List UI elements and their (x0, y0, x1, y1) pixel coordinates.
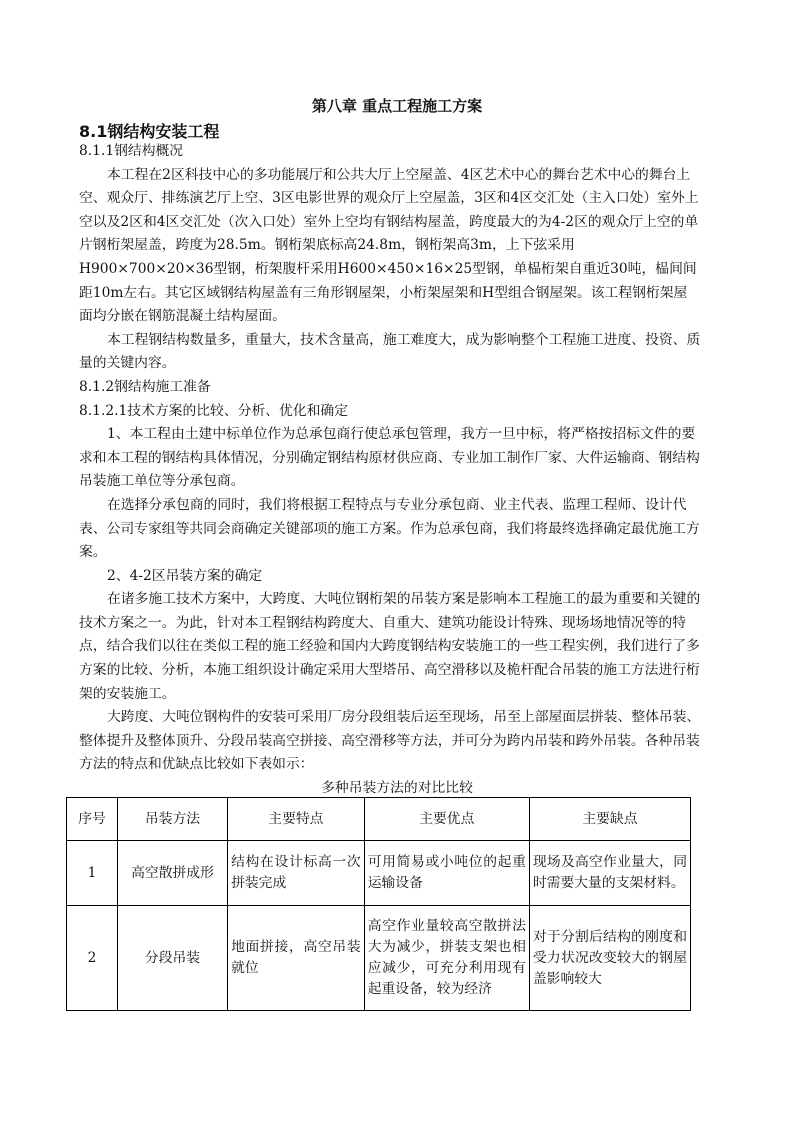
comparison-table (66, 797, 691, 1011)
paragraph: 1、本工程由土建中标单位作为总承包商行使总承包管理，我方一旦中标，将严格按招标文件的要求和本工程的钢结构具体情况，分别确定钢结构原材供应商、专业加工制作厂家、大件运输商、钢结构吊装施工单位等分承包商。 (79, 426, 700, 490)
header-cell: 主要特点 (228, 798, 365, 841)
table-row (67, 841, 691, 906)
header-cell: 序号 (67, 798, 118, 841)
table-cell: 现场及高空作业量大，同时需要大量的支架材料。 (529, 841, 690, 906)
chapter-title: 第八章 重点工程施工方案 (311, 97, 483, 115)
table-cell: 分段吊装 (117, 906, 227, 1011)
paragraph: 大跨度、大吨位钢构件的安装可采用厂房分段组装后运至现场，吊至上部屋面层拼装、整体吊装、整体提升及整体顶升、分段吊装高空拼接、高空滑移等方法，并可分为跨内吊装和跨外吊装。各种吊装方法的特点和优缺点比较如下表如示： (79, 709, 701, 773)
body-text (79, 140, 701, 777)
table-header-row (67, 798, 691, 841)
subheading-4-2: 2、4-2区吊装方案的确定 (107, 567, 263, 584)
heading-8-1-2-1: 8.1.2.1技术方案的比较、分析、优化和确定 (79, 402, 349, 419)
table-cell: 地面拼接，高空吊装就位 (228, 906, 365, 1011)
table-row (67, 906, 691, 1011)
section-title: 8.1钢结构安装工程 (79, 122, 220, 141)
header-cell: 吊装方法 (117, 798, 227, 841)
paragraph: 本工程钢结构数量多，重量大，技术含量高，施工难度大，成为影响整个工程施工进度、投资、质量的关键内容。 (79, 331, 701, 372)
table-caption: 多种吊装方法的对比比较 (321, 780, 473, 796)
table-cell: 1 (67, 841, 118, 906)
table-cell: 高空散拼成形 (117, 841, 227, 906)
header-cell: 主要缺点 (529, 798, 690, 841)
table-cell: 对于分割后结构的刚度和受力状况改变较大的钢屋盖影响较大 (529, 906, 690, 1011)
table-cell: 可用简易或小吨位的起重运输设备 (364, 841, 529, 906)
paragraph: 本工程在2区科技中心的多功能展厅和公共大厅上空屋盖、4区艺术中心的舞台艺术中心的舞台上空、观众厅、排练演艺厅上空、3区电影世界的观众厅上空屋盖，3区和4区交汇处（主入口处）室外上空以及2区和4区交汇处（次入口处）室外上空均有钢结构屋盖，跨度最大的为4-2区的观众厅上空的单片钢桁架屋盖，跨度为28.5m。钢桁架底标高24.8m，钢桁架高3m，上下弦采用H900×700×20×36型钢，桁架腹杆采用H600×450×16×25型钢，单榀桁架自重近30吨，榀间间距10m左右。其它区域钢结构屋盖有三角形钢屋架，小桁架屋架和H型组合钢屋架。该工程钢桁架屋面均分嵌在钢筋混凝土结构屋面。 (79, 166, 699, 325)
table-cell: 2 (67, 906, 118, 1011)
heading-8-1-1: 8.1.1钢结构概况 (79, 143, 184, 159)
table-cell: 高空作业量较高空散拼法大为减少，拼装支架也相应减少，可充分利用现有起重设备，较为经济 (364, 906, 529, 1011)
paragraph: 在选择分承包商的同时，我们将根据工程特点与专业分承包商、业主代表、监理工程师、设计代表、公司专家组等共同会商确定关键部项的施工方案。作为总承包商，我们将最终选择确定最优施工方案。 (79, 496, 700, 561)
paragraph: 在诸多施工技术方案中，大跨度、大吨位钢桁架的吊装方案是影响本工程施工的最为重要和关键的技术方案之一。为此，针对本工程钢结构跨度大、自重大、建筑功能设计特殊、现场场地情况等的特点，结合我们以往在类似工程的施工经验和国内大跨度钢结构安装施工的一些工程实例，我们进行了多方案的比较、分析，本施工组织设计确定采用大型塔吊、高空滑移以及桅杆配合吊装的施工方法进行桁架的安装施工。 (79, 591, 701, 702)
heading-8-1-2: 8.1.2钢结构施工准备 (79, 378, 211, 395)
table-cell: 结构在设计标高一次拼装完成 (228, 841, 365, 906)
header-cell: 主要优点 (364, 798, 529, 841)
